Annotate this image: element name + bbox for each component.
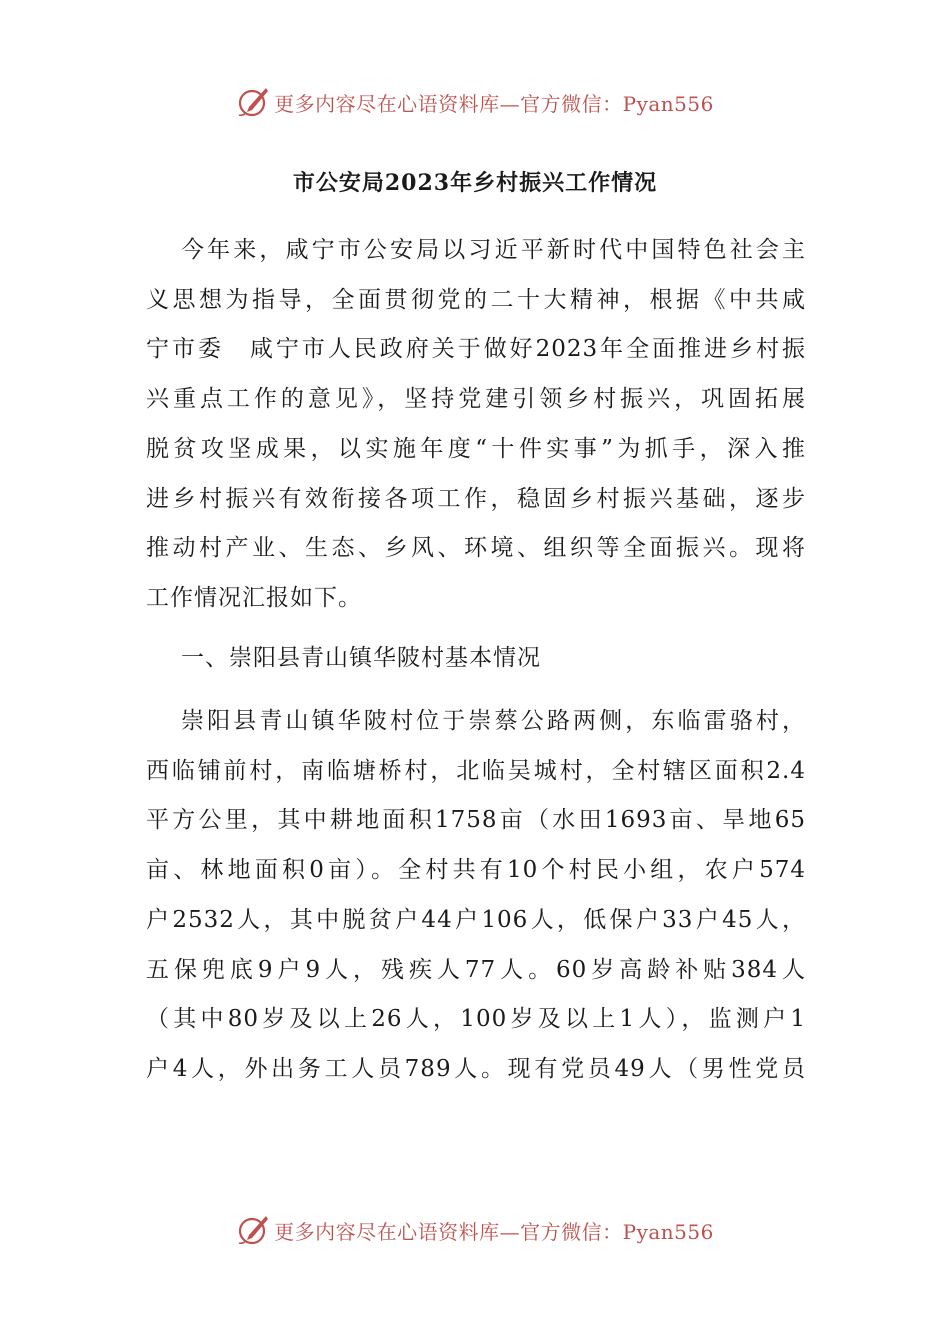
quill-pen-icon [236, 1213, 270, 1247]
text-line: 亩、林地面积0亩）。全村共有10个村民小组，农户574 [146, 857, 806, 884]
section-paragraph [146, 697, 806, 1095]
document-title: 市公安局2023年乡村振兴工作情况 [292, 170, 658, 196]
text-line: 宁市委 咸宁市人民政府关于做好2023年全面推进乡村振 [146, 336, 806, 363]
text-line: 五保兜底9户9人，残疾人77人。60岁高龄补贴384人 [146, 956, 806, 983]
text-line: 工作情况汇报如下。 [146, 584, 362, 611]
footer-banner [0, 1210, 950, 1250]
text-line: 户2532人，其中脱贫户44户106人，低保户33户45人， [146, 906, 806, 933]
section-heading [146, 634, 806, 684]
section-heading-text: 一、崇阳县青山镇华陂村基本情况 [181, 645, 541, 671]
intro-paragraph [146, 226, 806, 624]
text-line: 进乡村振兴有效衔接各项工作，稳固乡村振兴基础，逐步 [146, 485, 806, 512]
text-line: 义思想为指导，全面贯彻党的二十大精神，根据《中共咸 [146, 286, 806, 313]
text-line: 平方公里，其中耕地面积1758亩（水田1693亩、旱地65 [146, 807, 806, 834]
text-line: 兴重点工作的意见》，坚持党建引领乡村振兴，巩固拓展 [146, 386, 806, 413]
header-banner [0, 82, 950, 122]
text-line: 脱贫攻坚成果，以实施年度“十件实事”为抓手，深入推 [146, 435, 806, 462]
text-line: 推动村产业、生态、乡风、环境、组织等全面振兴。现将 [146, 535, 806, 562]
banner-text: 更多内容尽在心语资料库—官方微信：Pyan556 [274, 91, 714, 116]
banner-text: 更多内容尽在心语资料库—官方微信：Pyan556 [274, 1219, 714, 1244]
quill-pen-icon [236, 85, 270, 119]
text-line: 今年来，咸宁市公安局以习近平新时代中国特色社会主 [181, 237, 806, 263]
text-line: 西临铺前村，南临塘桥村，北临吴城村，全村辖区面积2.4 [146, 757, 806, 784]
text-line: （其中80岁及以上26人，100岁及以上1人），监测户1 [146, 1006, 806, 1033]
text-line: 户4人，外出务工人员789人。现有党员49人（男性党员 [146, 1055, 806, 1082]
text-line: 崇阳县青山镇华陂村位于崇蔡公路两侧，东临雷骆村， [181, 708, 806, 734]
